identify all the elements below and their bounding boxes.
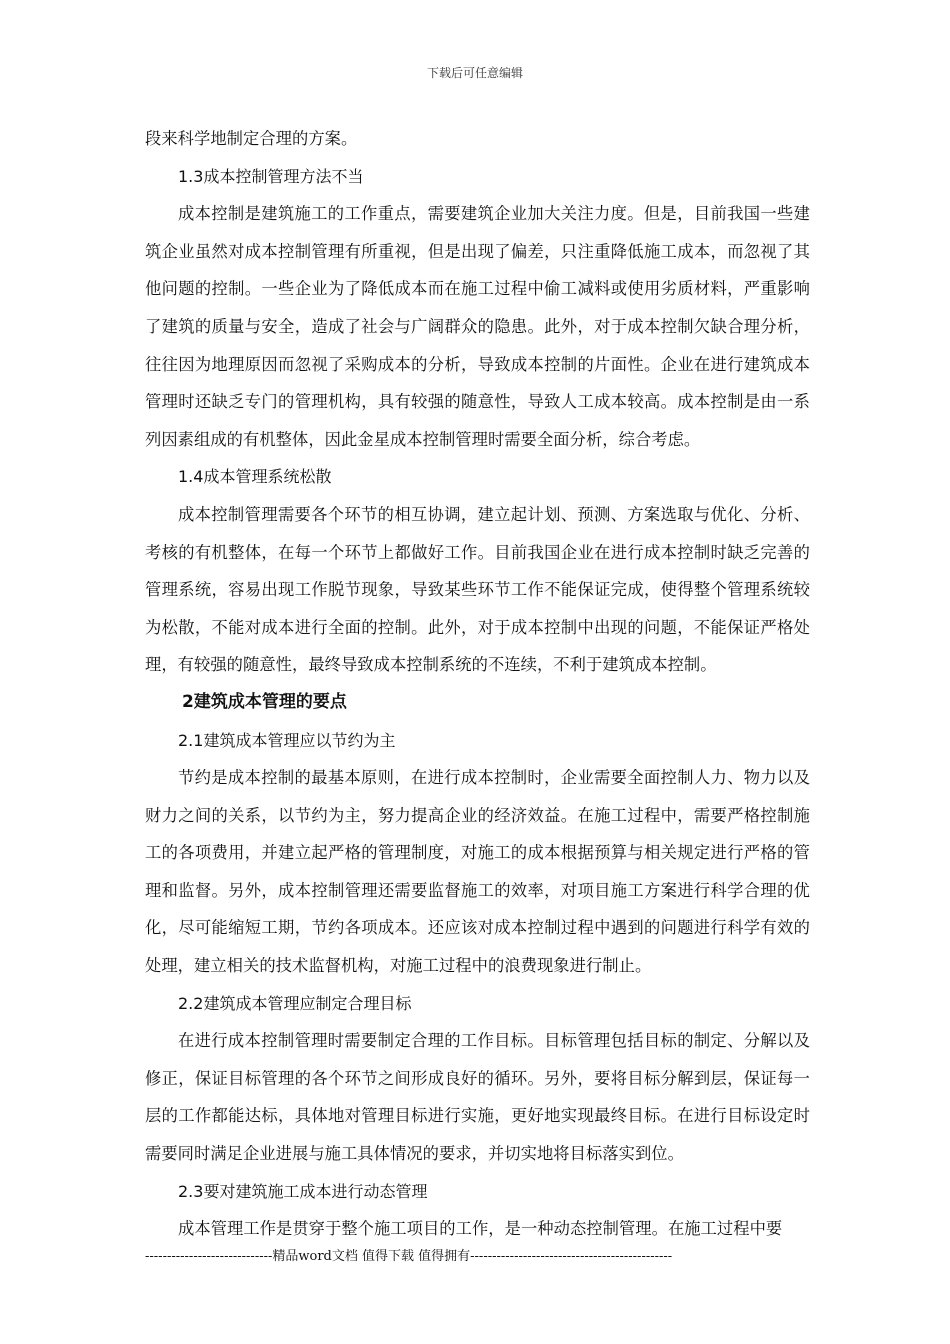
- paragraph-1-4: 成本控制管理需要各个环节的相互协调，建立起计划、预测、方案选取与优化、分析、考核的有机整体，在每一个环节上都做好工作。目前我国企业在进行成本控制时缺乏完善的管理系统，容易出现工作脱节现象，导致某些环节工作不能保证完成，使得整个管理系统较为松散，不能对成本进行全面的控制。此外，对于成本控制中出现的问题，不能保证严格处理，有较强的随意性，最终导致成本控制系统的不连续，不利于建筑成本控制。: [145, 504, 810, 675]
- section-heading-1-4: 1.4成本管理系统松散: [178, 467, 332, 487]
- section-heading-1-3: 1.3成本控制管理方法不当: [178, 166, 364, 186]
- page-header: 下载后可任意编辑: [426, 66, 523, 80]
- section-heading-2-2: 2.2建筑成本管理应制定合理目标: [178, 993, 412, 1013]
- section-heading-2-1: 2.1建筑成本管理应以节约为主: [178, 730, 396, 750]
- paragraph-continuation: 段来科学地制定合理的方案。: [145, 129, 358, 148]
- paragraph-2-1: 节约是成本控制的最基本原则，在进行成本控制时，企业需要全面控制人力、物力以及财力之间的关系，以节约为主，努力提高企业的经济效益。在施工过程中，需要严格控制施工的各项费用，并建立起严格的管理制度，对施工的成本根据预算与相关规定进行严格的管理和监督。另外，成本控制管理还需要监督施工的效率，对项目施工方案进行科学合理的优化，尽可能缩短工期，节约各项成本。还应该对成本控制过程中遇到的问题进行科学有效的处理，建立相关的技术监督机构，对施工过程中的浪费现象进行制止。: [145, 768, 810, 976]
- page-footer: -----------------------------精品word文档 值得下载 值得拥有----------------------------------------------: [145, 1249, 673, 1264]
- paragraph-2-2: 在进行成本控制管理时需要制定合理的工作目标。目标管理包括目标的制定、分解以及修正，保证目标管理的各个环节之间形成良好的循环。另外，要将目标分解到层，保证每一层的工作都能达标，具体地对管理目标进行实施，更好地实现最终目标。在进行目标设定时需要同时满足企业进展与施工具体情况的要求，并切实地将目标落实到位。: [145, 1031, 810, 1164]
- paragraph-1-3: 成本控制是建筑施工的工作重点，需要建筑企业加大关注力度。但是，目前我国一些建筑企业虽然对成本控制管理有所重视，但是出现了偏差，只注重降低施工成本，而忽视了其他问题的控制。一些企业为了降低成本而在施工过程中偷工减料或使用劣质材料，严重影响了建筑的质量与安全，造成了社会与广阔群众的隐患。此外，对于成本控制欠缺合理分析，往往因为地理原因而忽视了采购成本的分析，导致成本控制的片面性。企业在进行建筑成本管理时还缺乏专门的管理机构，具有较强的随意性，导致人工成本较高。成本控制是由一系列因素组成的有机整体，因此金星成本控制管理时需要全面分析，综合考虑。: [145, 204, 810, 449]
- paragraph-2-3: 成本管理工作是贯穿于整个施工项目的工作，是一种动态控制管理。在施工过程中要: [178, 1219, 783, 1239]
- section-heading-2-3: 2.3要对建筑施工成本进行动态管理: [178, 1181, 428, 1201]
- chapter-heading-2: 2建筑成本管理的要点: [182, 691, 347, 712]
- document-body: [145, 120, 810, 1248]
